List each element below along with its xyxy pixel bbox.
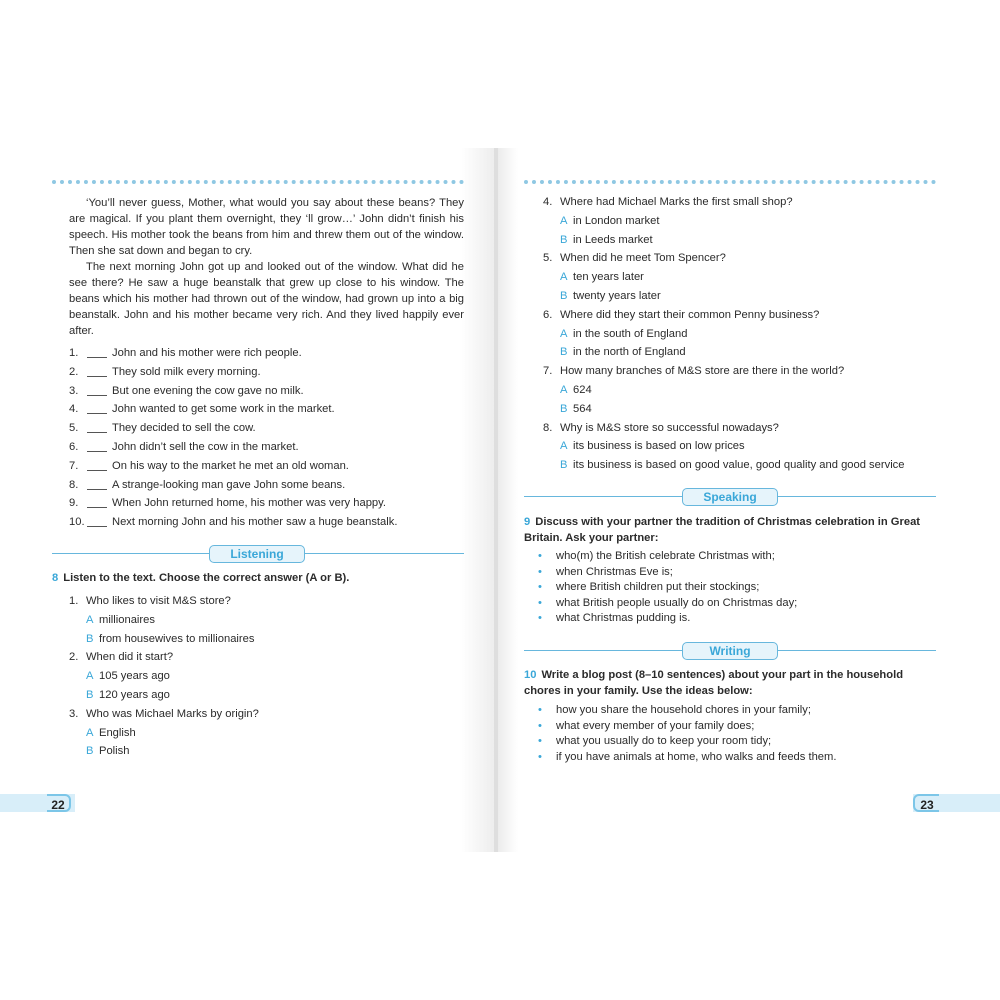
option-letter: B bbox=[560, 459, 568, 472]
option-text: in London market bbox=[573, 214, 660, 227]
option-letter: B bbox=[86, 688, 94, 701]
statement-number: 6. bbox=[69, 440, 79, 453]
statement-number: 3. bbox=[69, 384, 79, 397]
answer-blank[interactable] bbox=[87, 515, 107, 527]
statement-text: A strange-looking man gave John some beans. bbox=[112, 478, 346, 491]
idea-item bbox=[538, 719, 958, 735]
answer-blank[interactable] bbox=[87, 365, 107, 377]
statement-item bbox=[69, 365, 469, 384]
option-text: 564 bbox=[573, 402, 592, 415]
question bbox=[543, 421, 963, 440]
answer-option-a[interactable] bbox=[543, 214, 963, 233]
question-number: 2. bbox=[69, 651, 79, 664]
statement-item bbox=[69, 402, 469, 421]
statement-number: 10. bbox=[69, 516, 85, 529]
statement-item bbox=[69, 421, 469, 440]
statement-item bbox=[69, 346, 469, 365]
question bbox=[543, 251, 963, 270]
statement-text: They sold milk every morning. bbox=[112, 365, 261, 378]
option-letter: A bbox=[86, 726, 94, 739]
option-text: in Leeds market bbox=[573, 233, 653, 246]
speaking-label: Speaking bbox=[682, 488, 778, 506]
idea-text: if you have animals at home, who walks and feeds them. bbox=[556, 750, 837, 763]
bullet-icon: • bbox=[538, 735, 542, 748]
question-text: Where did they start their common Penny business? bbox=[560, 308, 820, 321]
option-text: Polish bbox=[99, 745, 130, 758]
question bbox=[543, 364, 963, 383]
question bbox=[543, 308, 963, 327]
statement-number: 7. bbox=[69, 459, 79, 472]
page-number: 22 bbox=[47, 794, 71, 812]
answer-option-b[interactable] bbox=[69, 744, 469, 763]
task-number: 10 bbox=[524, 669, 537, 681]
answer-option-a[interactable] bbox=[543, 270, 963, 289]
option-text: 624 bbox=[573, 383, 592, 396]
bullet-icon: • bbox=[538, 565, 542, 578]
bullet-icon: • bbox=[538, 612, 542, 625]
prompt-item bbox=[538, 611, 958, 627]
idea-item bbox=[538, 734, 958, 750]
story-text bbox=[69, 195, 464, 339]
option-letter: A bbox=[560, 383, 568, 396]
statement-number: 5. bbox=[69, 422, 79, 435]
option-text: English bbox=[99, 726, 136, 739]
option-letter: A bbox=[86, 613, 94, 626]
answer-option-a[interactable] bbox=[543, 439, 963, 458]
writing-ideas bbox=[538, 703, 958, 765]
option-letter: A bbox=[560, 327, 568, 340]
bullet-icon: • bbox=[538, 719, 542, 732]
question-text: Why is M&S store so successful nowadays? bbox=[560, 421, 779, 434]
option-letter: A bbox=[560, 271, 568, 284]
question-text: Where had Michael Marks the first small shop? bbox=[560, 196, 793, 208]
question-text: How many branches of M&S store are there in the world? bbox=[560, 365, 845, 378]
top-dotted-rule bbox=[524, 180, 936, 184]
top-dotted-rule bbox=[52, 180, 464, 184]
option-letter: B bbox=[560, 233, 568, 246]
option-letter: B bbox=[560, 346, 568, 359]
answer-option-a[interactable] bbox=[69, 613, 469, 632]
option-letter: A bbox=[560, 214, 568, 227]
statement-item bbox=[69, 496, 469, 515]
prompt-item bbox=[538, 549, 958, 565]
task-8-heading bbox=[52, 571, 464, 587]
listening-label: Listening bbox=[209, 545, 305, 563]
question-number: 5. bbox=[543, 252, 553, 265]
statement-number: 1. bbox=[69, 347, 79, 359]
answer-blank[interactable] bbox=[87, 459, 107, 471]
option-text: its business is based on good value, good quality and good service bbox=[573, 459, 905, 472]
question bbox=[69, 650, 469, 669]
idea-item bbox=[538, 750, 958, 766]
task-number: 9 bbox=[524, 516, 531, 528]
answer-blank[interactable] bbox=[87, 346, 107, 358]
answer-blank[interactable] bbox=[87, 421, 107, 433]
statement-item bbox=[69, 515, 469, 534]
prompt-text: where British children put their stockings; bbox=[556, 581, 760, 594]
option-text: 120 years ago bbox=[99, 688, 170, 701]
answer-option-a[interactable] bbox=[69, 669, 469, 688]
question-number: 4. bbox=[543, 196, 553, 208]
question bbox=[543, 195, 963, 214]
option-text: 105 years ago bbox=[99, 670, 170, 683]
statement-number: 8. bbox=[69, 478, 79, 491]
task-9-heading bbox=[524, 515, 936, 546]
question-number: 7. bbox=[543, 365, 553, 378]
option-letter: B bbox=[86, 632, 94, 645]
question bbox=[69, 707, 469, 726]
statement-text: But one evening the cow gave no milk. bbox=[112, 384, 304, 397]
idea-text: how you share the household chores in your family; bbox=[556, 704, 811, 716]
option-letter: B bbox=[560, 402, 568, 415]
page-number-tab-left bbox=[0, 794, 75, 812]
question-number: 1. bbox=[69, 595, 79, 607]
true-false-list bbox=[69, 346, 469, 534]
bullet-icon: • bbox=[538, 750, 542, 763]
prompt-text: what Christmas pudding is. bbox=[556, 612, 691, 625]
answer-blank[interactable] bbox=[87, 440, 107, 452]
statement-text: John wanted to get some work in the market. bbox=[112, 403, 335, 416]
answer-option-b[interactable] bbox=[69, 688, 469, 707]
answer-option-a[interactable] bbox=[543, 327, 963, 346]
statement-text: When John returned home, his mother was very happy. bbox=[112, 497, 387, 510]
question-text: Who likes to visit M&S store? bbox=[86, 595, 231, 607]
question-text: Who was Michael Marks by origin? bbox=[86, 707, 259, 720]
prompt-item bbox=[538, 580, 958, 596]
question bbox=[69, 594, 469, 613]
answer-option-b[interactable] bbox=[543, 345, 963, 364]
question-number: 3. bbox=[69, 707, 79, 720]
statement-number: 4. bbox=[69, 403, 79, 416]
bullet-icon: • bbox=[538, 596, 542, 609]
task-10-heading bbox=[524, 668, 936, 699]
statement-number: 2. bbox=[69, 365, 79, 378]
answer-option-a[interactable] bbox=[69, 726, 469, 745]
prompt-text: who(m) the British celebrate Christmas with; bbox=[556, 550, 775, 562]
speaking-section-header bbox=[524, 488, 936, 504]
statement-item bbox=[69, 459, 469, 478]
page-number: 23 bbox=[913, 794, 939, 812]
option-letter: B bbox=[86, 745, 94, 758]
statement-text: John didn’t sell the cow in the market. bbox=[112, 440, 299, 453]
task-instruction: Write a blog post (8–10 sentences) about your part in the household chores in your family. Use the ideas below: bbox=[524, 669, 904, 697]
option-text: from housewives to millionaires bbox=[99, 632, 255, 645]
question-text: When did he meet Tom Spencer? bbox=[560, 252, 726, 265]
listening-questions bbox=[69, 594, 469, 763]
option-text: millionaires bbox=[99, 613, 155, 626]
writing-section-header bbox=[524, 642, 936, 658]
option-letter: A bbox=[86, 670, 94, 683]
task-instruction: Discuss with your partner the tradition of Christmas celebration in Great Britain. Ask your partner: bbox=[524, 516, 921, 544]
prompt-item bbox=[538, 565, 958, 581]
prompt-text: when Christmas Eve is; bbox=[556, 565, 673, 578]
statement-item bbox=[69, 384, 469, 403]
writing-label: Writing bbox=[682, 642, 778, 660]
question-number: 6. bbox=[543, 308, 553, 321]
option-text: its business is based on low prices bbox=[573, 440, 745, 453]
option-text: in the north of England bbox=[573, 346, 686, 359]
listening-questions-continued bbox=[543, 195, 963, 477]
statement-text: On his way to the market he met an old woman. bbox=[112, 459, 349, 472]
answer-blank[interactable] bbox=[87, 402, 107, 414]
answer-option-b[interactable] bbox=[543, 233, 963, 252]
bullet-icon: • bbox=[538, 704, 542, 716]
statement-item bbox=[69, 478, 469, 497]
answer-option-a[interactable] bbox=[543, 383, 963, 402]
statement-item bbox=[69, 440, 469, 459]
prompt-text: what British people usually do on Christmas day; bbox=[556, 596, 798, 609]
answer-blank[interactable] bbox=[87, 478, 107, 490]
option-text: twenty years later bbox=[573, 289, 661, 302]
listening-section-header bbox=[52, 545, 464, 561]
book-spread bbox=[0, 148, 1000, 852]
idea-text: what every member of your family does; bbox=[556, 719, 755, 732]
answer-option-b[interactable] bbox=[543, 458, 963, 477]
task-number: 8 bbox=[52, 572, 59, 584]
option-text: ten years later bbox=[573, 271, 644, 284]
option-letter: A bbox=[560, 440, 568, 453]
idea-text: what you usually do to keep your room tidy; bbox=[556, 735, 772, 748]
statement-text: Next morning John and his mother saw a huge beanstalk. bbox=[112, 516, 398, 529]
story-paragraph: The next morning John got up and looked out of the window. What did he see there? He saw a huge beanstalk that grew up close to his window. The beans which his mother had thrown out of the window, had grown up into a big beanstalk. John and his mother became very rich. And they lived happily ever after. bbox=[69, 261, 464, 337]
bullet-icon: • bbox=[538, 550, 542, 562]
task-instruction: Listen to the text. Choose the correct answer (A or B). bbox=[63, 572, 350, 584]
statement-number: 9. bbox=[69, 497, 79, 510]
question-number: 8. bbox=[543, 421, 553, 434]
prompt-item bbox=[538, 596, 958, 612]
answer-option-b[interactable] bbox=[69, 632, 469, 651]
answer-blank[interactable] bbox=[87, 496, 107, 508]
left-page bbox=[0, 148, 496, 852]
answer-option-b[interactable] bbox=[543, 289, 963, 308]
idea-item bbox=[538, 703, 958, 719]
right-page bbox=[498, 148, 1000, 852]
statement-text: They decided to sell the cow. bbox=[112, 422, 256, 435]
option-letter: B bbox=[560, 289, 568, 302]
question-text: When did it start? bbox=[86, 651, 174, 664]
answer-option-b[interactable] bbox=[543, 402, 963, 421]
page-number-tab-right bbox=[913, 794, 1000, 812]
option-text: in the south of England bbox=[573, 327, 688, 340]
speaking-prompts bbox=[538, 549, 958, 627]
statement-text: John and his mother were rich people. bbox=[112, 347, 302, 359]
bullet-icon: • bbox=[538, 581, 542, 594]
answer-blank[interactable] bbox=[87, 384, 107, 396]
story-paragraph: ‘You’ll never guess, Mother, what would you say about these beans? They are magical. If you plant them overnight, they ‘ll grow…’ John didn’t finish his speech. His mother took the beans from him and threw them out of the window. Then she sat down and began to cry. bbox=[69, 197, 464, 257]
